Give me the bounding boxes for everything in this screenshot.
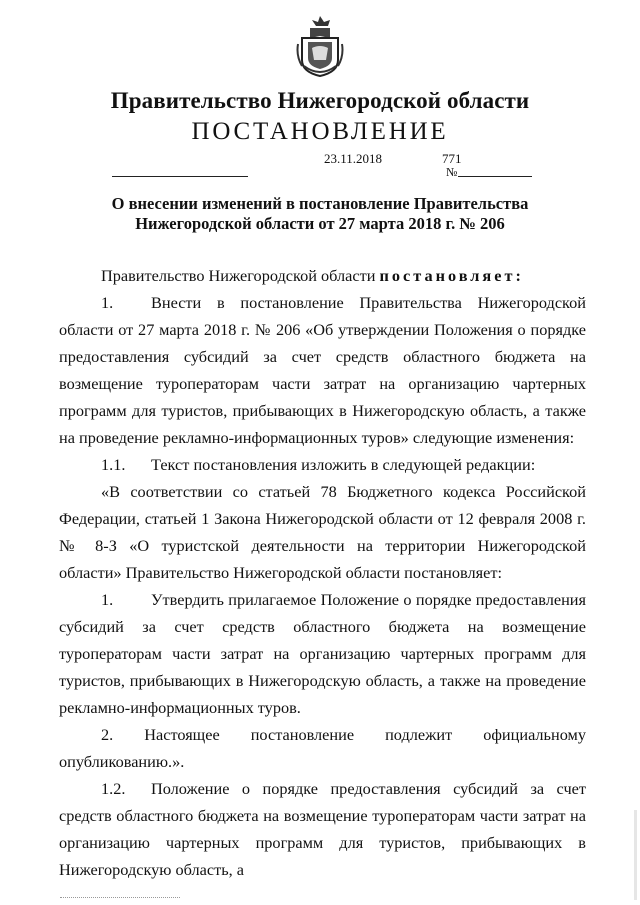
paragraph-1-2-number: 1.2. xyxy=(101,779,126,798)
paragraph-1-1-text: Текст постановления изложить в следующей редакции: xyxy=(151,455,536,474)
quoted-item-2-end: опубликованию.». xyxy=(59,752,185,771)
paragraph-1-1-number: 1.1. xyxy=(101,455,126,474)
document-body xyxy=(59,262,586,883)
quoted-item-2 xyxy=(59,721,586,748)
quoted-preamble: «В соответствии со статьей 78 Бюджетного кодекса Российской Федерации, статьей 1 Закона Нижегородской области от 12 февраля 2008 г. № 8-З «О туристской деятельности на территории Нижегородской области» Правительство Нижегородской области постановляет: xyxy=(59,482,586,582)
paragraph-1-2 xyxy=(59,775,586,883)
paragraph-1-number: 1. xyxy=(101,293,114,312)
quoted-item-2-word: подлежит xyxy=(385,725,453,744)
document-date: 23.11.2018 xyxy=(324,151,383,166)
intro-paragraph xyxy=(59,262,586,289)
quoted-item-2-word: постановление xyxy=(250,725,355,744)
number-underline xyxy=(458,176,532,177)
paragraph-1-2-text: Положение о порядке предоставления субсидий за счет средств областного бюджета на возмещение туроператорам части затрат на организацию чартерных программ для туристов, прибывающих в Нижегородскую область, а xyxy=(59,779,586,879)
intro-prefix: Правительство Нижегородской области xyxy=(101,266,380,285)
scan-margin-shadow xyxy=(634,810,637,900)
quoted-item-2-number: 2. xyxy=(101,725,114,744)
intro-decree-word: постановляет: xyxy=(379,266,524,285)
quoted-item-2-word: официальному xyxy=(483,725,586,744)
paragraph-1-text: Внести в постановление Правительства Нижегородской области от 27 марта 2018 г. № 206 «Об утверждении Положения о порядке предоставления субсидий за счет средств областного бюджета на возмещение туроператорам части затрат на организацию чартерных программ для туристов, прибывающих в Нижегородскую область, а также на проведение рекламно-информационных туров» следующие изменения: xyxy=(59,293,586,447)
paragraph-1-1 xyxy=(59,451,586,478)
document-number: 771 xyxy=(442,151,462,166)
subject-line-2: Нижегородской области от 27 марта 2018 г. № 206 xyxy=(135,214,505,233)
coat-of-arms-icon xyxy=(296,14,344,78)
quoted-item-1-text: Утвердить прилагаемое Положение о порядке предоставления субсидий за счет средств областного бюджета на возмещение туроператорам части затрат на организацию чартерных программ для туристов, прибывающих в Нижегородскую область, а также на проведение рекламно-информационных туров. xyxy=(59,590,586,717)
paragraph-1 xyxy=(59,289,586,451)
scan-footer-noise xyxy=(60,897,180,904)
document-subject xyxy=(60,194,580,234)
subject-line-1: О внесении изменений в постановление Правительства xyxy=(111,194,529,213)
quoted-item-1-number: 1. xyxy=(101,590,114,609)
government-title: Правительство Нижегородской области xyxy=(110,88,530,113)
date-underline xyxy=(112,176,248,177)
quoted-item-2-word: Настоящее xyxy=(144,725,220,744)
number-sign: № xyxy=(446,165,458,179)
document-type: ПОСТАНОВЛЕНИЕ xyxy=(191,118,449,145)
quoted-item-1 xyxy=(59,586,586,721)
